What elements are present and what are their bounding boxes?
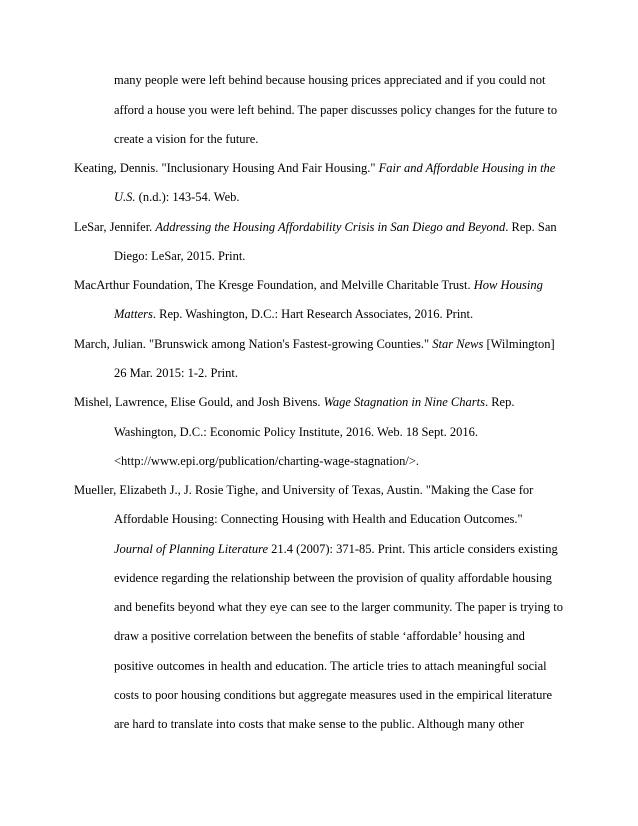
text-line: Washington, D.C.: Economic Policy Institute, 2016. Web. 18 Sept. 2016. [114, 425, 479, 439]
text-line: Diego: LeSar, 2015. Print. [114, 249, 246, 263]
text-line: Affordable Housing: Connecting Housing with Health and Education Outcomes." [114, 512, 523, 526]
text-line: 26 Mar. 2015: 1-2. Print. [114, 366, 238, 380]
citation-macarthur: MacArthur Foundation, The Kresge Foundation, and Melville Charitable Trust. How Housing [74, 278, 543, 292]
citation-mueller: Mueller, Elizabeth J., J. Rosie Tighe, and University of Texas, Austin. "Making the Case for [74, 483, 534, 497]
text-line: <http://www.epi.org/publication/charting-wage-stagnation/>. [114, 454, 420, 468]
text-line: draw a positive correlation between the benefits of stable ‘affordable’ housing and [114, 629, 525, 643]
text-line: create a vision for the future. [114, 132, 259, 146]
text-line: Journal of Planning Literature 21.4 (2007): 371-85. Print. This article considers existing [114, 542, 558, 556]
text-line: positive outcomes in health and education. The article tries to attach meaningful social [114, 659, 547, 673]
citation-keating: Keating, Dennis. "Inclusionary Housing And Fair Housing." Fair and Affordable Housing in the [74, 161, 556, 175]
text-line: Matters. Rep. Washington, D.C.: Hart Research Associates, 2016. Print. [114, 307, 474, 321]
text-line: evidence regarding the relationship between the provision of quality affordable housing [114, 571, 552, 585]
text-line: afford a house you were left behind. The paper discusses policy changes for the future to [114, 103, 558, 117]
citation-march: March, Julian. "Brunswick among Nation's Fastest-growing Counties." Star News [Wilmington] [74, 337, 555, 351]
citation-lesar: LeSar, Jennifer. Addressing the Housing Affordability Crisis in San Diego and Beyond. Rep. San [74, 220, 557, 234]
text-line: U.S. (n.d.): 143-54. Web. [114, 190, 240, 204]
text-line: many people were left behind because housing prices appreciated and if you could not [114, 73, 546, 87]
text-line: and benefits beyond what they eye can see to the larger community. The paper is trying to [114, 600, 563, 614]
citation-mishel: Mishel, Lawrence, Elise Gould, and Josh Bivens. Wage Stagnation in Nine Charts. Rep. [74, 395, 515, 409]
text-line: costs to poor housing conditions but aggregate measures used in the empirical literature [114, 688, 553, 702]
text-line: are hard to translate into costs that make sense to the public. Although many other [114, 717, 524, 731]
